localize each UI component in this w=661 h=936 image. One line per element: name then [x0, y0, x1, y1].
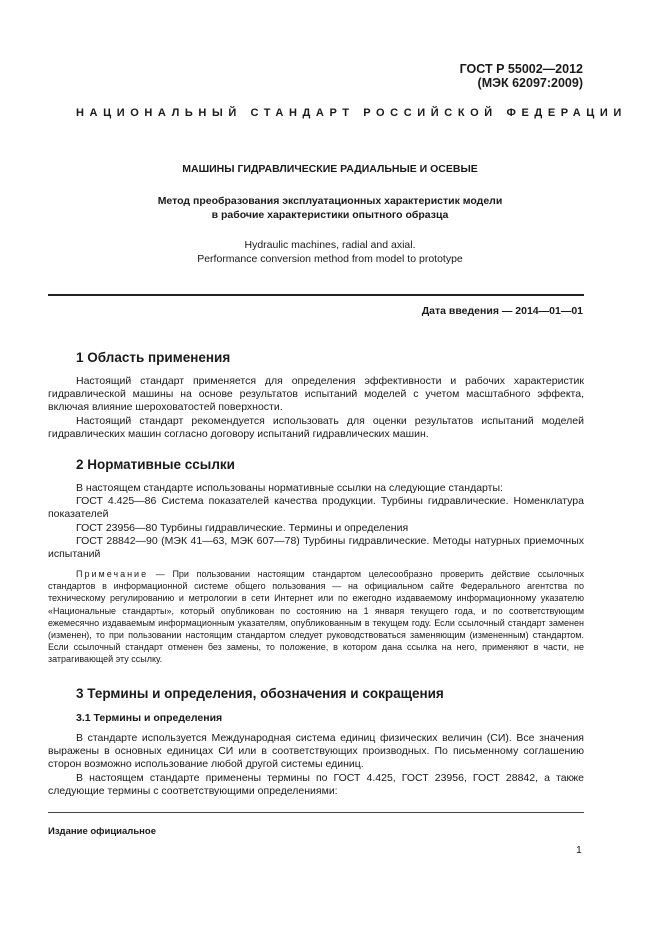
section-1-paragraph-1: Настоящий стандарт применяется для определения эффективности и рабочих характеристик гидравлической машины на основе результатов испытаний моделей с учетом масштабного эффекта, включая влияние шероховатостей поверхности. [48, 375, 584, 414]
section-3-heading: 3 Термины и определения, обозначения и сокращения [76, 686, 444, 701]
section-2-intro: В настоящем стандарте использованы нормативные ссылки на следующие стандарты: [76, 482, 503, 494]
introduction-date: Дата введения — 2014—01—01 [421, 305, 583, 317]
note-text: — При пользовании настоящим стандартом целесообразно проверить действие ссылочных стандартов в информационной системе общего пользования — на официальном сайте Федерального агентства по техническому регулированию и метрологии в сети Интернет или по ежегодно издаваемому информационному указателю «Национальные стандарты», который опубликован по состоянию на 1 января текущего года, и по соответствующим ежемесячно издаваемым информационным указателям, опубликованным в текущем году. Если ссылочный стандарт заменен (изменен), то при пользовании настоящим стандартом следует руководствоваться заменяющим (измененным) стандартом. Если ссылочный стандарт отменен без замены, то положение, в котором дана ссылка на него, применяют в части, не затрагивающей эту ссылку. [48, 569, 584, 665]
title-divider [48, 294, 584, 296]
national-standard-line: НАЦИОНАЛЬНЫЙ СТАНДАРТ РОССИЙСКОЙ ФЕДЕРАЦИИ [76, 107, 627, 119]
standard-number: ГОСТ Р 55002—2012 [459, 62, 583, 76]
section-3-body [48, 732, 584, 798]
page-number: 1 [576, 844, 582, 856]
english-title-line-1: Hydraulic machines, radial and axial. [244, 239, 416, 251]
reference-gost-4-425: ГОСТ 4.425—86 Система показателей качества продукции. Турбины гидравлические. Номенклатура показателей [48, 495, 584, 521]
document-title: МАШИНЫ ГИДРАВЛИЧЕСКИЕ РАДИАЛЬНЫЕ И ОСЕВЫЕ [182, 163, 478, 175]
section-3-paragraph-2: В настоящем стандарте применены термины по ГОСТ 4.425, ГОСТ 23956, ГОСТ 28842, а также следующие термины с соответствующими определениями: [48, 771, 584, 797]
section-1-body [48, 375, 584, 441]
reference-gost-23956: ГОСТ 23956—80 Турбины гидравлические. Термины и определения [76, 521, 409, 534]
official-edition-label: Издание официальное [48, 826, 156, 837]
section-1-paragraph-2: Настоящий стандарт рекомендуется использовать для оценки результатов испытаний моделей гидравлических машин согласно договору испытаний гидравлических машин. [48, 414, 584, 440]
section-2-body [48, 482, 584, 561]
footer-divider [48, 812, 584, 813]
document-subtitle [76, 194, 584, 222]
section-2-heading: 2 Нормативные ссылки [76, 457, 235, 472]
english-title-line-2: Performance conversion method from model to prototype [197, 253, 463, 265]
note-label: Примечание [76, 569, 149, 579]
section-1-heading: 1 Область применения [76, 350, 231, 365]
subtitle-line-1: Метод преобразования эксплуатационных характеристик модели [157, 195, 503, 207]
iec-number: (МЭК 62097:2009) [477, 76, 583, 90]
english-title [76, 238, 584, 266]
section-2-note [48, 568, 584, 666]
subtitle-line-2: в рабочие характеристики опытного образца [211, 209, 449, 221]
reference-gost-28842: ГОСТ 28842—90 (МЭК 41—63, МЭК 607—78) Турбины гидравлические. Методы натурных приемочных испытаний [48, 534, 584, 561]
section-3-paragraph-1: В стандарте используется Международная система единиц физических величин (СИ). Все значения выражены в основных единицах СИ или в соответствующих производных. По письменному соглашению сторон возможно использование любой другой системы единиц. [48, 732, 584, 771]
section-3-1-heading: 3.1 Термины и определения [76, 712, 223, 724]
standard-number-block [460, 62, 583, 90]
